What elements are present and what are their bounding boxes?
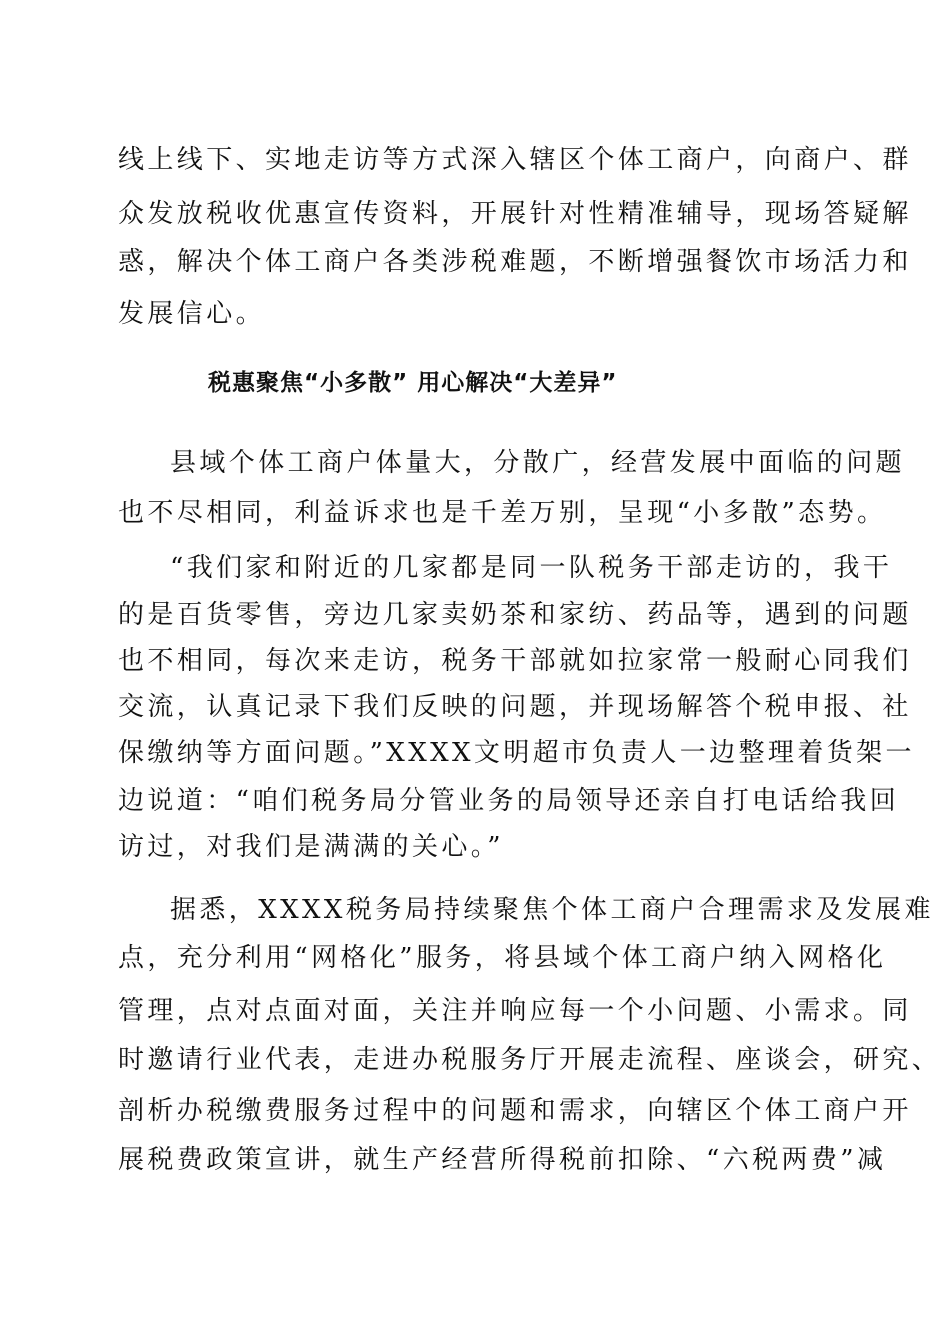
- text-line: 展税费政策宣讲，就生产经营所得税前扣除、“六税两费”减: [118, 1145, 887, 1175]
- text-line: 时邀请行业代表，走进办税服务厅开展走流程、座谈会，研究、: [118, 1045, 942, 1075]
- text-line: 发展信心。: [118, 299, 266, 329]
- text-line: 访过，对我们是满满的关心。”: [118, 832, 504, 862]
- text-line: 边说道：“咱们税务局分管业务的局领导还亲自打电话给我回: [118, 786, 900, 816]
- text-line: 点，充分利用“网格化”服务，将县域个体工商户纳入网格化: [118, 943, 887, 973]
- text-line: 据悉，XXXX税务局持续聚焦个体工商户合理需求及发展难: [170, 895, 934, 925]
- text-line: 的是百货零售，旁边几家卖奶茶和家纺、药品等，遇到的问题: [118, 600, 912, 630]
- text-line: 保缴纳等方面问题。”XXXX文明超市负责人一边整理着货架一: [118, 738, 915, 768]
- section-heading: 税惠聚焦“小多散” 用心解决“大差异”: [208, 370, 618, 396]
- text-line: 众发放税收优惠宣传资料，开展针对性精准辅导，现场答疑解: [118, 199, 912, 229]
- text-line: 也不尽相同，利益诉求也是千差万别，呈现“小多散”态势。: [118, 498, 887, 528]
- text-line: 也不相同，每次来走访，税务干部就如拉家常一般耐心同我们: [118, 646, 912, 676]
- text-line: 剖析办税缴费服务过程中的问题和需求，向辖区个体工商户开: [118, 1096, 912, 1126]
- text-line: 线上线下、实地走访等方式深入辖区个体工商户，向商户、群: [118, 145, 912, 175]
- text-line: 县域个体工商户体量大，分散广，经营发展中面临的问题: [170, 448, 906, 478]
- text-line: 管理，点对点面对面，关注并响应每一个小问题、小需求。同: [118, 996, 912, 1026]
- text-line: 交流，认真记录下我们反映的问题，并现场解答个税申报、社: [118, 692, 912, 722]
- text-line: “我们家和附近的几家都是同一队税务干部走访的，我干: [170, 553, 893, 583]
- text-line: 惑，解决个体工商户各类涉税难题，不断增强餐饮市场活力和: [118, 247, 912, 277]
